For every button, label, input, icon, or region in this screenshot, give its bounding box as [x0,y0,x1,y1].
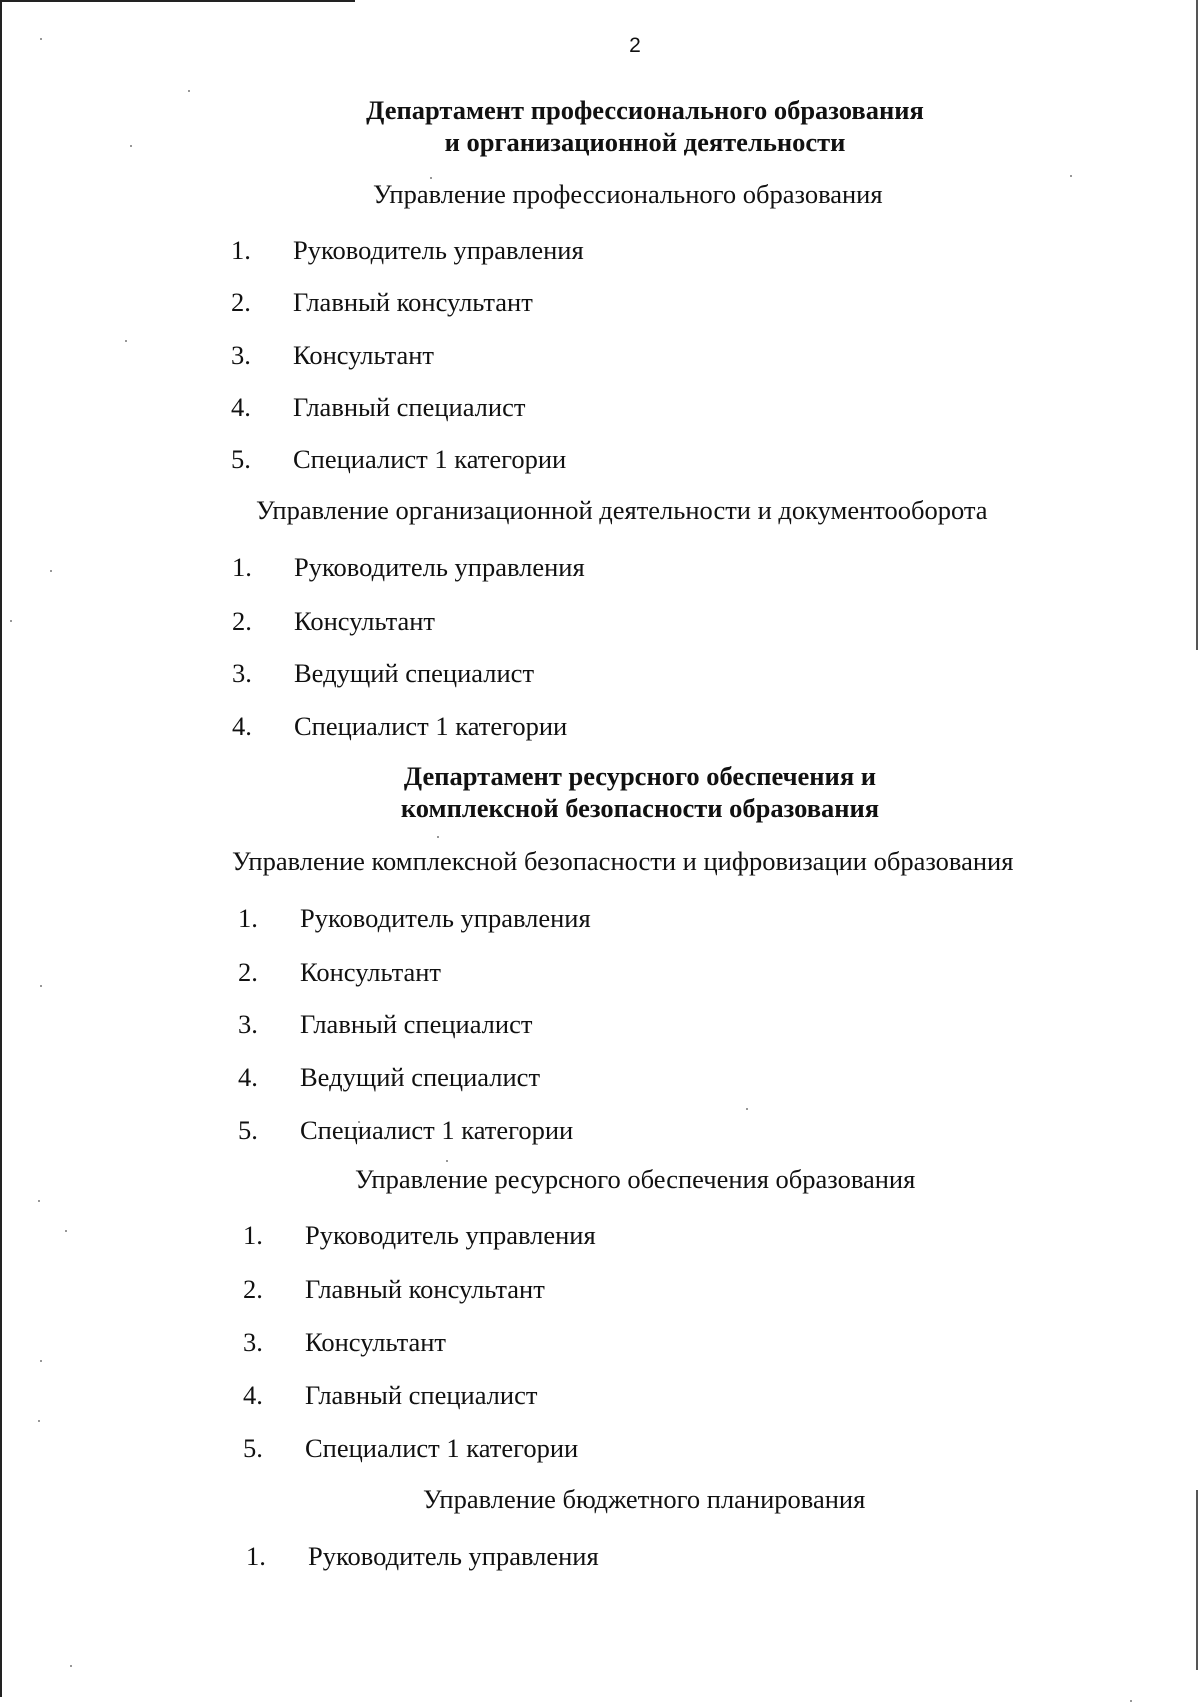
list-item-label: Консультант [305,1327,447,1357]
department-title-line: Департамент ресурсного обеспечения и [403,761,877,791]
list-item-label: Руководитель управления [308,1541,599,1571]
list-item-number: 5. [238,1115,258,1145]
department-title [300,94,990,158]
scan-speck [130,145,132,147]
list-item-number: 1. [232,552,252,582]
scan-speck [70,1665,72,1667]
scan-speck [188,90,190,92]
list-item-number: 1. [246,1541,266,1571]
scan-speck [1070,175,1072,177]
list-item-label: Ведущий специалист [294,658,535,688]
scan-speck [10,620,12,622]
list-item-number: 5. [231,444,251,474]
list-item-label: Ведущий специалист [300,1062,541,1092]
list-item-number: 1. [231,235,251,265]
department-title-line: и организационной деятельности [444,127,846,157]
list-item-number: 4. [238,1062,258,1092]
list-item-number: 4. [243,1380,263,1410]
list-item-label: Главный специалист [293,392,526,422]
list-item-label: Главный консультант [305,1274,545,1304]
list-item-number: 3. [232,658,252,688]
list-item-label: Консультант [294,606,436,636]
list-item-number: 2. [232,606,252,636]
scan-border-right [1196,0,1198,650]
department-title-line: Департамент профессионального образования [366,95,924,125]
scan-speck [50,570,52,572]
list-item-label: Главный специалист [300,1009,533,1039]
scan-speck [65,1230,67,1232]
scan-speck [746,1108,748,1110]
list-item-number: 1. [243,1220,263,1250]
list-item-label: Специалист 1 категории [300,1115,574,1145]
list-item-label: Руководитель управления [305,1220,596,1250]
list-item-label: Главный специалист [305,1380,538,1410]
department-title-line: комплексной безопасности образования [400,793,880,823]
list-item-label: Специалист 1 категории [294,711,568,741]
scan-speck [437,836,439,838]
list-item-number: 3. [231,340,251,370]
section-title: Управление организационной деятельности и документооборота [256,495,988,525]
list-item-number: 4. [231,392,251,422]
list-item-number: 2. [243,1274,263,1304]
section-title: Управление ресурсного обеспечения образования [355,1164,916,1194]
list-item-number: 3. [238,1009,258,1039]
list-item-label: Руководитель управления [294,552,585,582]
list-item-number: 1. [238,903,258,933]
list-item-label: Консультант [293,340,435,370]
list-item-number: 2. [238,957,258,987]
department-title [330,760,950,824]
list-item-label: Руководитель управления [293,235,584,265]
scan-border-right-lower [1196,1490,1198,1670]
list-item-label: Главный консультант [293,287,533,317]
page-number: 2 [629,34,641,57]
list-item-number: 5. [243,1433,263,1463]
scan-speck [38,1420,40,1422]
scan-border-top [0,0,355,2]
scan-speck [125,340,127,342]
section-title: Управление бюджетного планирования [423,1484,866,1514]
list-item-label: Специалист 1 категории [293,444,567,474]
section-title: Управление профессионального образования [373,179,883,209]
scan-speck [446,1160,448,1162]
scan-border-left [0,0,2,1697]
list-item-number: 3. [243,1327,263,1357]
section-title: Управление комплексной безопасности и цифровизации образования [232,846,1014,876]
list-item-number: 2. [231,287,251,317]
scan-speck [38,1200,40,1202]
scan-speck [40,1360,42,1362]
list-item-label: Консультант [300,957,442,987]
scan-speck [40,38,42,40]
list-item-number: 4. [232,711,252,741]
scan-speck [40,985,42,987]
list-item-label: Специалист 1 категории [305,1433,579,1463]
list-item-label: Руководитель управления [300,903,591,933]
